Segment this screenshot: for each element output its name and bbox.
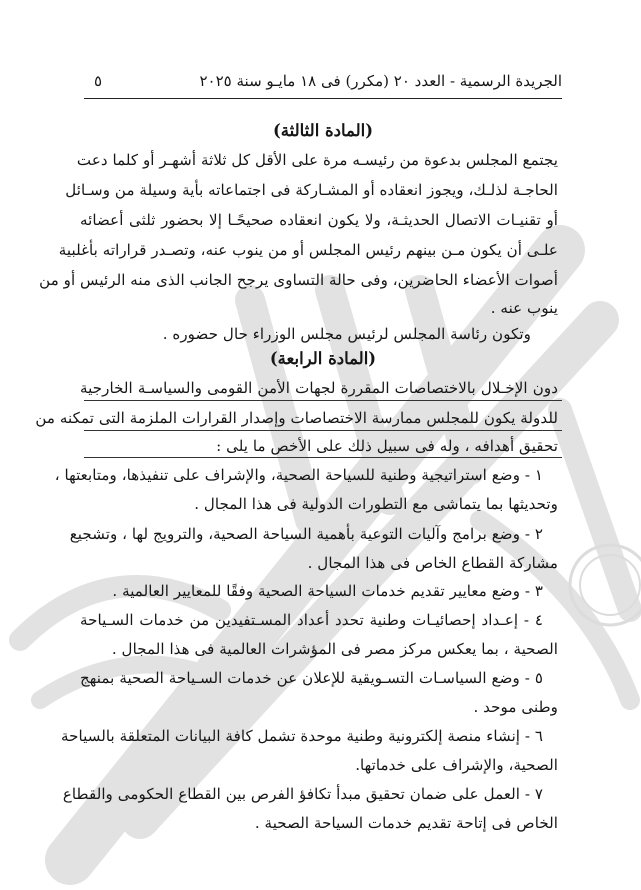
article-3-line: ينوب عنه . [490,299,558,317]
article-4-item: ٢ - وضع برامج وآليات التوعية بأهمية السياحة الصحية، والترويج لها ، وتشجيع [69,525,543,543]
article-4-item: وتحديثها بما يتماشى مع التطورات الدولية فى هذا المجال . [194,495,558,513]
article-4-item: مشاركة القطاع الخاص فى هذا المجال . [307,554,558,572]
article-4-item: وطنى موحد . [473,698,558,716]
article-4-intro-line: للدولة يكون للمجلس ممارسة الاختصاصات وإصدار القرارات الملزمة التى تمكنه من [35,409,558,427]
article-3-heading: (المادة الثالثة) [273,121,373,140]
article-3-line: يجتمع المجلس بدعوة من رئيسـه مرة على الأقل كل ثلاثة أشهـر أو كلما دعت [76,151,558,169]
article-4-item: ٦ - إنشاء منصة إلكترونية وطنية موحدة تشمل كافة البيانات المتعلقة بالسياحة [61,727,543,745]
article-4-item: ٤ - إعـداد إحصائيـات وطنية تحدد أعداد المسـتفيدين من خدمات السـياحة [80,611,543,629]
article-4-intro-line: دون الإخـلال بالاختصاصات المقررة لجهات الأمن القومى والسياسـة الخارجية [80,379,558,397]
article-4-item: الصحية ، بما يعكس مركز مصر فى المؤشرات العالمية فى هذا المجال . [111,640,558,658]
article-4-item: ٧ - العمل على ضمان تحقيق مبدأ تكافؤ الفرص بين القطاع الحكومى والقطاع [62,785,543,803]
text-rule [84,457,562,458]
article-4-heading: (المادة الرابعة) [269,349,377,368]
article-3-line: الحاجـة لذلـك، ويجوز انعقاده أو المشـاركة فى اجتماعاته بأية وسيلة من وسـائل [65,181,558,199]
article-3-line: أو تقنيـات الاتصال الحديثـة، ولا يكون انعقاده صحيحًـا إلا بحضور ثلثى أعضائه [80,211,558,229]
article-3-line: علـى أن يكون مـن بينهم رئيس المجلس أو من ينوب عنه، وتصـدر قراراته بأغلبية [58,241,558,259]
article-4-intro-line: تحقيق أهدافه ، وله فى سبيل ذلك على الأخص ما يلى : [216,437,558,455]
article-4-item: الخاص فى إتاحة تقديم خدمات السياحة الصحية . [254,814,558,832]
article-4-item: الصحية، والإشراف على خدماتها. [355,756,558,774]
article-4-item: ٥ - وضع السياسـات التسـويقية للإعلان عن خدمات السـياحة الصحية بمنهج [80,669,543,687]
text-rule [84,430,562,431]
page-number: ٥ [94,72,103,90]
article-3-line: أصوات الأعضاء الحاضرين، وفى حالة التساوى يرجح الجانب الذى منه الرئيس أو من [39,271,558,289]
article-3-presidency: وتكون رئاسة المجلس لرئيس مجلس الوزراء حال حضوره . [162,325,531,343]
article-4-item: ١ - وضع استراتيجية وطنية للسياحة الصحية، والإشراف على تنفيذها، ومتابعتها ، [54,466,543,484]
text-rule [84,400,562,401]
article-4-item: ٣ - وضع معايير تقديم خدمات السياحة الصحية وفقًا للمعايير العالمية . [112,582,543,600]
gazette-issue-title: الجريدة الرسمية - العدد ٢٠ (مكرر) فى ١٨ مايـو سنة ٢٠٢٥ [199,72,562,90]
page-header [84,66,562,99]
